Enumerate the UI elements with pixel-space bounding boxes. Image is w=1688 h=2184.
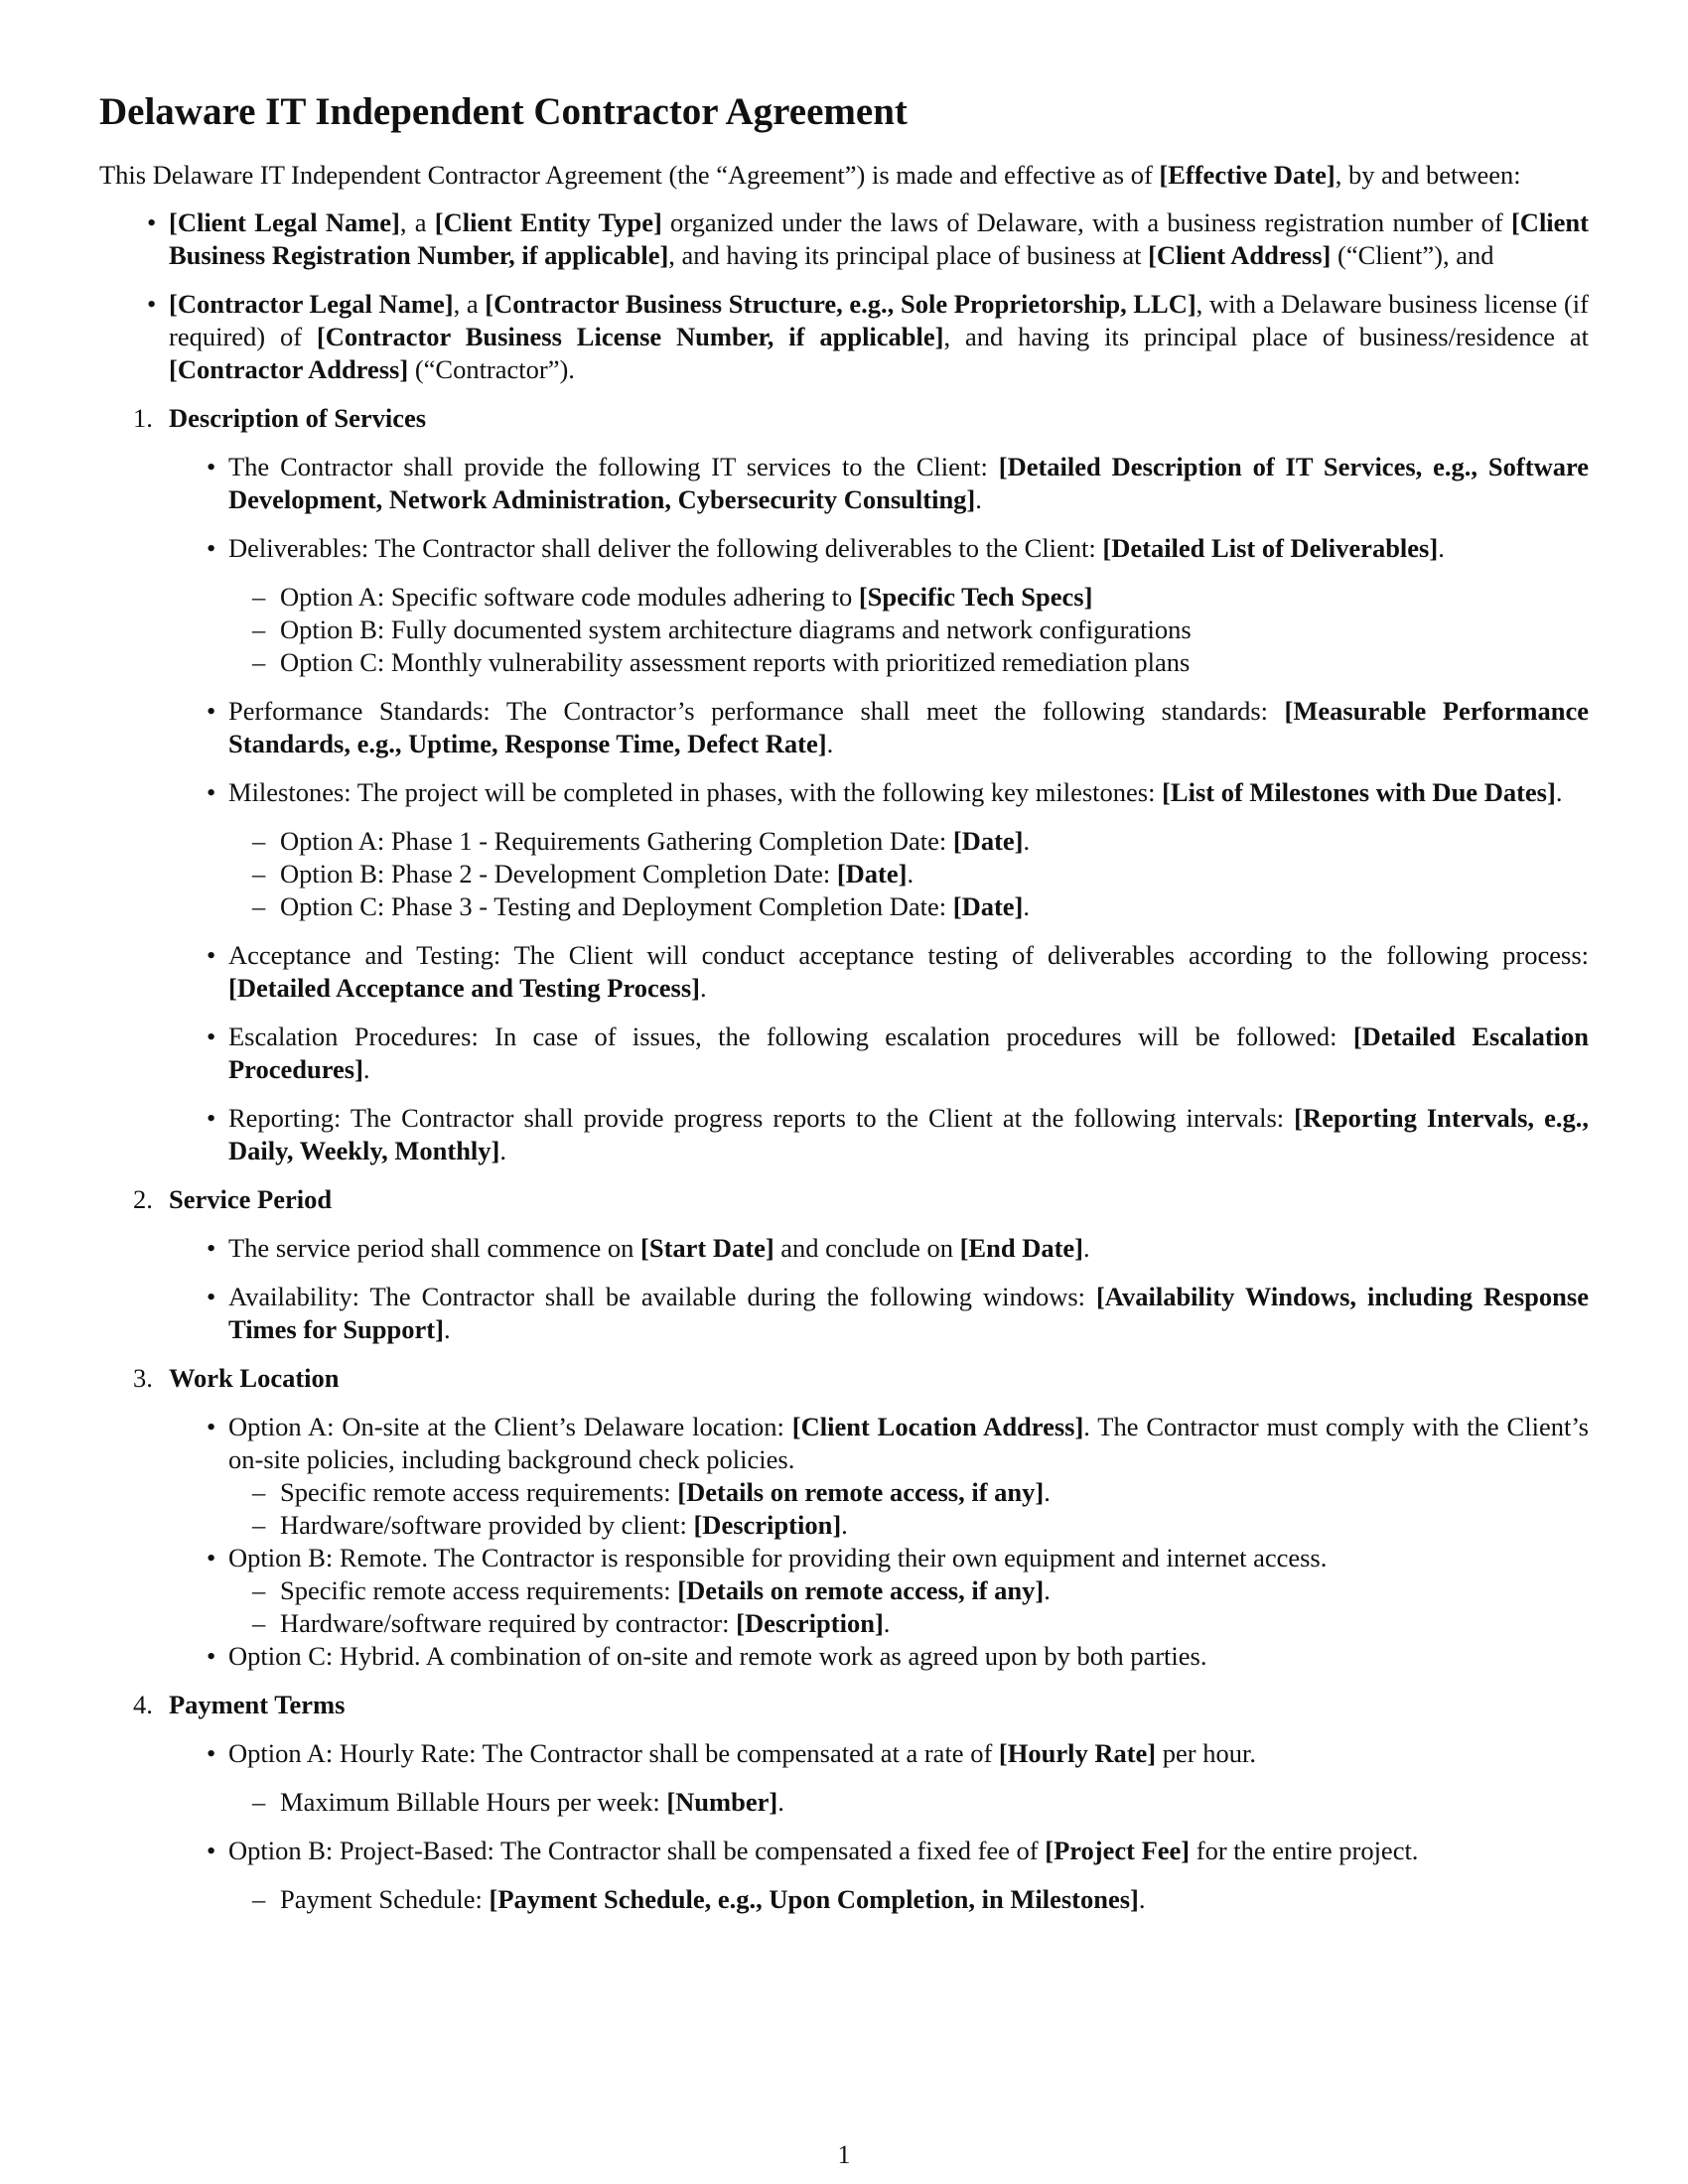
list-item: • Option B: Project-Based: The Contractor shall be compensated a fixed fee of [Project Fee] for the entire project. – Payment Schedule: [Payment Schedule, e.g., Upon Completion, in Milestones]. <box>228 1835 1589 1916</box>
list-item: • Milestones: The project will be completed in phases, with the following key milestones: [List of Milestones with Due Dates]. – Option A: Phase 1 - Requirements Gathering Completion Date: [Date]. – Option B: Phase 2 - Development Completion Date: [Date]. – Option C: Phase 3 - Testing and Deployment Completion Date: [Date]. <box>228 776 1589 923</box>
list-item: – Payment Schedule: [Payment Schedule, e.g., Upon Completion, in Milestones]. <box>280 1883 1589 1916</box>
work-location-bullets <box>169 1411 1589 1673</box>
list-item: • Option A: On-site at the Client’s Delaware location: [Client Location Address]. The Contractor must comply with the Client’s on-site policies, including background check policies. – Specific remote access requirements: [Details on remote access, if any]. – Hardware/software provided by client: [Description]. <box>228 1411 1589 1542</box>
contractor-address-field: [Contractor Address] <box>169 354 409 384</box>
list-item: – Hardware/software provided by client: [Description]. <box>280 1509 1589 1542</box>
section-work-location <box>133 1362 1589 1673</box>
client-party: • [Client Legal Name], a [Client Entity Type] organized under the laws of Delaware, with a business registration number of [Client Business Registration Number, if applicable], and having its principal place of business at [Client Address] (“Client”), and <box>169 206 1589 272</box>
list-item: – Option A: Specific software code modules adhering to [Specific Tech Specs] <box>280 581 1589 614</box>
intro-paragraph: This Delaware IT Independent Contractor Agreement (the “Agreement”) is made and effective as of [Effective Date], by and between: <box>99 160 1521 190</box>
list-item: – Specific remote access requirements: [Details on remote access, if any]. <box>280 1476 1589 1509</box>
section-payment-terms <box>133 1689 1589 1916</box>
client-entity-type-field: [Client Entity Type] <box>434 207 662 237</box>
list-item: – Option C: Phase 3 - Testing and Deployment Completion Date: [Date]. <box>280 890 1589 923</box>
page-number: 1 <box>837 2140 851 2169</box>
milestone-options <box>228 825 1589 923</box>
parties-list <box>99 206 1589 386</box>
list-item: – Hardware/software required by contractor: [Description]. <box>280 1607 1589 1640</box>
section-number: 1. <box>133 403 153 433</box>
client-legal-name-field: [Client Legal Name] <box>169 207 400 237</box>
contractor-license-field: [Contractor Business License Number, if applicable] <box>316 322 944 351</box>
section-number: 2. <box>133 1184 153 1214</box>
contractor-party: • [Contractor Legal Name], a [Contractor Business Structure, e.g., Sole Proprietorship, LLC], with a Delaware business license (if required) of [Contractor Business License Number, if applicable], and having its principal place of business/residence at [Contractor Address] (“Contractor”). <box>169 288 1589 386</box>
service-period-bullets <box>169 1232 1589 1346</box>
onsite-details <box>228 1476 1589 1542</box>
remote-details <box>228 1574 1589 1640</box>
list-item: • The Contractor shall provide the following IT services to the Client: [Detailed Description of IT Services, e.g., Software Development, Network Administration, Cybersecurity Consulting]. <box>228 451 1589 516</box>
services-bullets <box>169 451 1589 1167</box>
contractor-structure-field: [Contractor Business Structure, e.g., Sole Proprietorship, LLC] <box>485 289 1196 319</box>
client-registration-field: [Client Business Registration Number, if applicable] <box>169 207 1589 270</box>
section-description-of-services <box>133 402 1590 1167</box>
payment-bullets <box>169 1737 1589 1916</box>
list-item: • Acceptance and Testing: The Client will conduct acceptance testing of deliverables according to the following process: [Detailed Acceptance and Testing Process]. <box>228 939 1589 1005</box>
document-page <box>99 87 1589 1932</box>
list-item: – Option B: Phase 2 - Development Completion Date: [Date]. <box>280 858 1589 890</box>
section-service-period <box>133 1183 1589 1346</box>
list-item: • Escalation Procedures: In case of issues, the following escalation procedures will be followed: [Detailed Escalation Procedures]. <box>228 1021 1589 1086</box>
section-title: Description of Services <box>169 403 427 433</box>
list-item: • Option B: Remote. The Contractor is responsible for providing their own equipment and internet access. – Specific remote access requirements: [Details on remote access, if any]. – Hardware/software required by contractor: [Description]. <box>228 1542 1589 1640</box>
list-item: • The service period shall commence on [Start Date] and conclude on [End Date]. <box>228 1232 1589 1265</box>
section-title: Payment Terms <box>169 1690 346 1719</box>
project-details <box>228 1883 1589 1916</box>
list-item: • Deliverables: The Contractor shall deliver the following deliverables to the Client: [Detailed List of Deliverables]. – Option A: Specific software code modules adhering to [Specific Tech Specs] – Option B: Fully documented system architecture diagrams and network configurations – Option C: Monthly vulnerability assessment reports with prioritized remediation plans <box>228 532 1589 679</box>
list-item: • Option A: Hourly Rate: The Contractor shall be compensated at a rate of [Hourly Rate] per hour. – Maximum Billable Hours per week: [Number]. <box>228 1737 1589 1819</box>
list-item: – Option B: Fully documented system architecture diagrams and network configurations <box>280 614 1589 646</box>
deliverable-options <box>228 581 1589 679</box>
hourly-details <box>228 1786 1589 1819</box>
list-item: – Specific remote access requirements: [Details on remote access, if any]. <box>280 1574 1589 1607</box>
list-item: • Availability: The Contractor shall be available during the following windows: [Availability Windows, including Response Times for Support]. <box>228 1281 1589 1346</box>
list-item: • Option C: Hybrid. A combination of on-site and remote work as agreed upon by both parties. <box>228 1640 1589 1673</box>
list-item: • Reporting: The Contractor shall provide progress reports to the Client at the following intervals: [Reporting Intervals, e.g., Daily, Weekly, Monthly]. <box>228 1102 1589 1167</box>
document-title: Delaware IT Independent Contractor Agreement <box>99 90 908 133</box>
section-number: 3. <box>133 1363 153 1393</box>
list-item: – Maximum Billable Hours per week: [Number]. <box>280 1786 1589 1819</box>
effective-date-field: [Effective Date] <box>1159 160 1336 190</box>
section-title: Service Period <box>169 1184 333 1214</box>
list-item: – Option C: Monthly vulnerability assessment reports with prioritized remediation plans <box>280 646 1589 679</box>
list-item: – Option A: Phase 1 - Requirements Gathering Completion Date: [Date]. <box>280 825 1589 858</box>
section-title: Work Location <box>169 1363 340 1393</box>
contractor-legal-name-field: [Contractor Legal Name] <box>169 289 454 319</box>
client-address-field: [Client Address] <box>1148 240 1332 270</box>
sections-list <box>99 402 1589 1916</box>
section-number: 4. <box>133 1690 153 1719</box>
list-item: • Performance Standards: The Contractor’s performance shall meet the following standards: [Measurable Performance Standards, e.g., Uptime, Response Time, Defect Rate]. <box>228 695 1589 760</box>
